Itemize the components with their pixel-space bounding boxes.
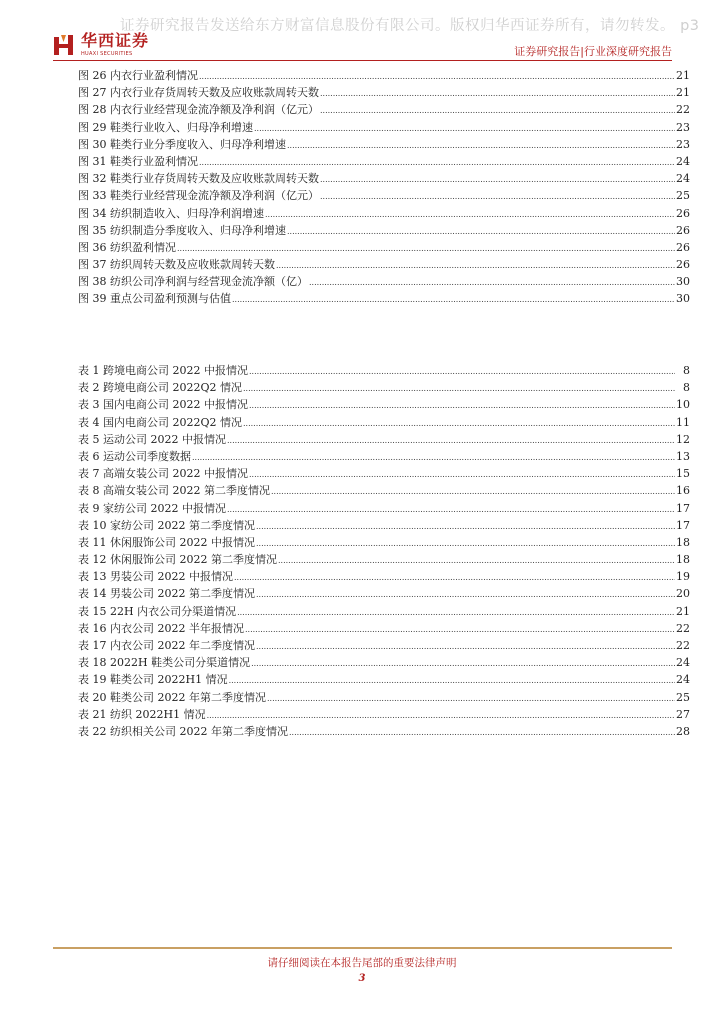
- figure-entry-label: 图 33 鞋类行业经营现金流净额及净利润（亿元）: [78, 189, 319, 203]
- huaxi-logo-icon: [53, 33, 75, 57]
- dot-leader: [199, 68, 675, 85]
- logo-chinese-name: 华西证券: [81, 31, 150, 50]
- figure-entry-page: 22: [676, 103, 690, 117]
- table-entry-label: 表 4 国内电商公司 2022Q2 情况: [78, 415, 242, 429]
- table-entry-label: 表 11 休闲服饰公司 2022 中报情况: [78, 535, 255, 549]
- figure-entry-label: 图 36 纺织盈利情况: [78, 240, 176, 254]
- dot-leader: [245, 621, 675, 638]
- figure-entry-page: 30: [676, 292, 690, 306]
- table-entry[interactable]: [78, 379, 690, 396]
- table-entry[interactable]: [78, 465, 690, 482]
- dot-leader: [249, 397, 675, 414]
- dot-leader: [276, 257, 675, 274]
- figure-entry-label: 图 28 内衣行业经营现金流净额及净利润（亿元）: [78, 103, 319, 117]
- figure-entry-page: 24: [676, 154, 690, 168]
- figure-entry[interactable]: [78, 170, 690, 187]
- table-entry[interactable]: [78, 620, 690, 637]
- table-entry[interactable]: [78, 551, 690, 568]
- dot-leader: [278, 552, 675, 569]
- figure-entry[interactable]: [78, 239, 690, 256]
- figure-entry[interactable]: [78, 119, 690, 136]
- dot-leader: [207, 707, 675, 724]
- table-entry[interactable]: [78, 362, 690, 379]
- figure-entry-label: 图 37 纺织周转天数及应收账款周转天数: [78, 258, 275, 272]
- table-entry-label: 表 21 纺织 2022H1 情况: [78, 707, 206, 721]
- table-entry[interactable]: [78, 723, 690, 740]
- dot-leader: [320, 85, 675, 102]
- table-entry-page: 8: [683, 364, 690, 377]
- table-entry-page: 18: [676, 535, 690, 549]
- table-entry[interactable]: [78, 689, 690, 706]
- table-entry-label: 表 6 运动公司季度数据: [78, 449, 191, 463]
- table-entry-page: 11: [676, 415, 690, 429]
- dot-leader: [320, 188, 675, 205]
- figure-entry[interactable]: [78, 222, 690, 239]
- figure-entry-label: 图 34 纺织制造收入、归母净利润增速: [78, 206, 264, 220]
- table-entry-label: 表 8 高端女装公司 2022 第二季度情况: [78, 484, 270, 498]
- table-entry-page: 13: [676, 449, 690, 463]
- figure-entry-page: 21: [676, 69, 690, 82]
- table-entry-label: 表 9 家纺公司 2022 中报情况: [78, 501, 226, 515]
- dot-leader: [320, 171, 675, 188]
- dot-leader: [249, 363, 675, 380]
- table-entry[interactable]: [78, 517, 690, 534]
- page-number: 3: [358, 973, 366, 984]
- dot-leader: [234, 569, 675, 586]
- table-entry-page: 19: [676, 570, 690, 584]
- dot-leader: [251, 655, 675, 672]
- figure-entry[interactable]: [78, 101, 690, 118]
- table-entry-label: 表 3 国内电商公司 2022 中报情况: [78, 398, 248, 412]
- logo-english-name: HUAXI SECURITIES: [81, 51, 133, 57]
- table-entry-page: 27: [676, 707, 690, 721]
- table-entry-label: 表 19 鞋类公司 2022H1 情况: [78, 673, 228, 687]
- figure-entry-label: 图 27 内衣行业存货周转天数及应收账款周转天数: [78, 86, 319, 100]
- table-entry-label: 表 12 休闲服饰公司 2022 第二季度情况: [78, 553, 277, 567]
- table-entry[interactable]: [78, 396, 690, 413]
- table-entry-page: 18: [676, 553, 690, 567]
- table-entry[interactable]: [78, 500, 690, 517]
- figure-entry[interactable]: [78, 290, 690, 307]
- dot-leader: [227, 432, 675, 449]
- dot-leader: [265, 206, 675, 223]
- dot-leader: [254, 120, 675, 137]
- table-entry[interactable]: [78, 706, 690, 723]
- dot-leader: [287, 223, 675, 240]
- figure-entry-page: 26: [676, 223, 690, 237]
- dot-leader: [271, 483, 675, 500]
- table-entry-page: 24: [676, 656, 690, 670]
- figure-entry[interactable]: [78, 136, 690, 153]
- figure-entry[interactable]: [78, 187, 690, 204]
- dot-leader: [256, 638, 675, 655]
- dot-leader: [232, 291, 675, 308]
- table-entry-label: 表 17 内衣公司 2022 年二季度情况: [78, 639, 255, 652]
- table-entry[interactable]: [78, 654, 690, 671]
- table-entry[interactable]: [78, 534, 690, 551]
- table-entry[interactable]: [78, 482, 690, 499]
- dot-leader: [249, 466, 675, 483]
- figure-index: [78, 67, 690, 308]
- table-entry[interactable]: [78, 448, 690, 465]
- figure-entry[interactable]: [78, 67, 690, 84]
- table-entry-page: 22: [676, 621, 690, 635]
- huaxi-logo: [53, 33, 149, 57]
- table-entry-label: 表 22 纺织相关公司 2022 年第二季度情况: [78, 724, 288, 738]
- table-entry[interactable]: [78, 568, 690, 585]
- table-entry-page: 16: [676, 484, 690, 498]
- dot-leader: [243, 380, 675, 397]
- figure-entry-page: 26: [676, 206, 690, 220]
- figure-entry-page: 23: [676, 137, 690, 151]
- dot-leader: [256, 518, 675, 535]
- table-entry-page: 8: [683, 381, 690, 395]
- dot-leader: [177, 240, 675, 257]
- table-entry-page: 17: [676, 501, 690, 515]
- dot-leader: [267, 690, 675, 707]
- table-index: [78, 362, 690, 740]
- table-entry-page: 21: [676, 604, 690, 618]
- table-entry-label: 表 14 男装公司 2022 第二季度情况: [78, 587, 255, 601]
- figure-entry-label: 图 29 鞋类行业收入、归母净利增速: [78, 120, 253, 134]
- table-entry-label: 表 7 高端女装公司 2022 中报情况: [78, 467, 248, 481]
- figure-entry-page: 30: [676, 275, 690, 289]
- dot-leader: [229, 672, 675, 689]
- table-entry[interactable]: [78, 671, 690, 688]
- table-entry[interactable]: [78, 414, 690, 431]
- table-entry-label: 表 1 跨境电商公司 2022 中报情况: [78, 364, 248, 377]
- figure-entry-label: 图 30 鞋类行业分季度收入、归母净利增速: [78, 137, 286, 151]
- figure-entry-label: 图 31 鞋类行业盈利情况: [78, 154, 198, 168]
- dot-leader: [199, 154, 675, 171]
- table-entry-label: 表 5 运动公司 2022 中报情况: [78, 432, 226, 446]
- dot-leader: [309, 274, 675, 291]
- table-entry-page: 24: [676, 673, 690, 687]
- table-entry-label: 表 15 22H 内衣公司分渠道情况: [78, 604, 237, 618]
- figure-entry-page: 25: [676, 189, 690, 203]
- figure-entry-page: 21: [676, 86, 690, 100]
- figure-entry-label: 图 35 纺织制造分季度收入、归母净利增速: [78, 223, 286, 237]
- figure-entry-page: 26: [676, 240, 690, 254]
- table-entry-page: 15: [676, 467, 690, 481]
- table-entry-page: 17: [676, 518, 690, 532]
- dot-leader: [237, 604, 675, 621]
- figure-entry-label: 图 39 重点公司盈利预测与估值: [78, 292, 231, 306]
- table-entry-page: 25: [676, 690, 690, 704]
- dot-leader: [287, 137, 675, 154]
- figure-entry[interactable]: [78, 205, 690, 222]
- footer-divider: [53, 947, 672, 949]
- figure-entry[interactable]: [78, 273, 690, 290]
- figure-entry-page: 23: [676, 120, 690, 134]
- watermark-text: 证券研究报告发送给东方财富信息股份有限公司。版权归华西证券所有，请勿转发。 p3: [120, 18, 700, 34]
- figure-entry-label: 图 32 鞋类行业存货周转天数及应收账款周转天数: [78, 172, 319, 186]
- table-entry-label: 表 2 跨境电商公司 2022Q2 情况: [78, 381, 242, 395]
- table-entry[interactable]: [78, 431, 690, 448]
- dot-leader: [320, 102, 675, 119]
- table-entry-page: 20: [676, 587, 690, 601]
- table-entry[interactable]: [78, 603, 690, 620]
- table-entry[interactable]: [78, 637, 690, 654]
- figure-entry[interactable]: [78, 153, 690, 170]
- table-entry[interactable]: [78, 585, 690, 602]
- legal-notice: 请仔细阅读在本报告尾部的重要法律声明: [267, 957, 457, 969]
- report-type-label: 证券研究报告|行业深度研究报告: [514, 45, 672, 58]
- table-entry-page: 28: [676, 724, 690, 738]
- dot-leader: [227, 501, 675, 518]
- dot-leader: [256, 586, 675, 603]
- table-entry-label: 表 18 2022H 鞋类公司分渠道情况: [78, 656, 251, 670]
- table-entry-page: 12: [676, 432, 690, 446]
- table-entry-label: 表 10 家纺公司 2022 第二季度情况: [78, 518, 255, 532]
- figure-entry-label: 图 38 纺织公司净利润与经营现金流净额（亿）: [78, 275, 308, 289]
- table-entry-label: 表 20 鞋类公司 2022 年第二季度情况: [78, 690, 266, 704]
- dot-leader: [256, 535, 675, 552]
- header-divider: [53, 60, 672, 61]
- table-entry-page: 22: [676, 639, 690, 652]
- figure-entry-page: 24: [676, 172, 690, 186]
- figure-entry-page: 26: [676, 258, 690, 272]
- figure-entry[interactable]: [78, 84, 690, 101]
- dot-leader: [289, 724, 675, 741]
- figure-entry[interactable]: [78, 256, 690, 273]
- dot-leader: [192, 449, 675, 466]
- dot-leader: [243, 415, 675, 432]
- table-entry-label: 表 16 内衣公司 2022 半年报情况: [78, 621, 244, 635]
- table-entry-label: 表 13 男装公司 2022 中报情况: [78, 570, 233, 584]
- table-entry-page: 10: [676, 398, 690, 412]
- figure-entry-label: 图 26 内衣行业盈利情况: [78, 69, 198, 82]
